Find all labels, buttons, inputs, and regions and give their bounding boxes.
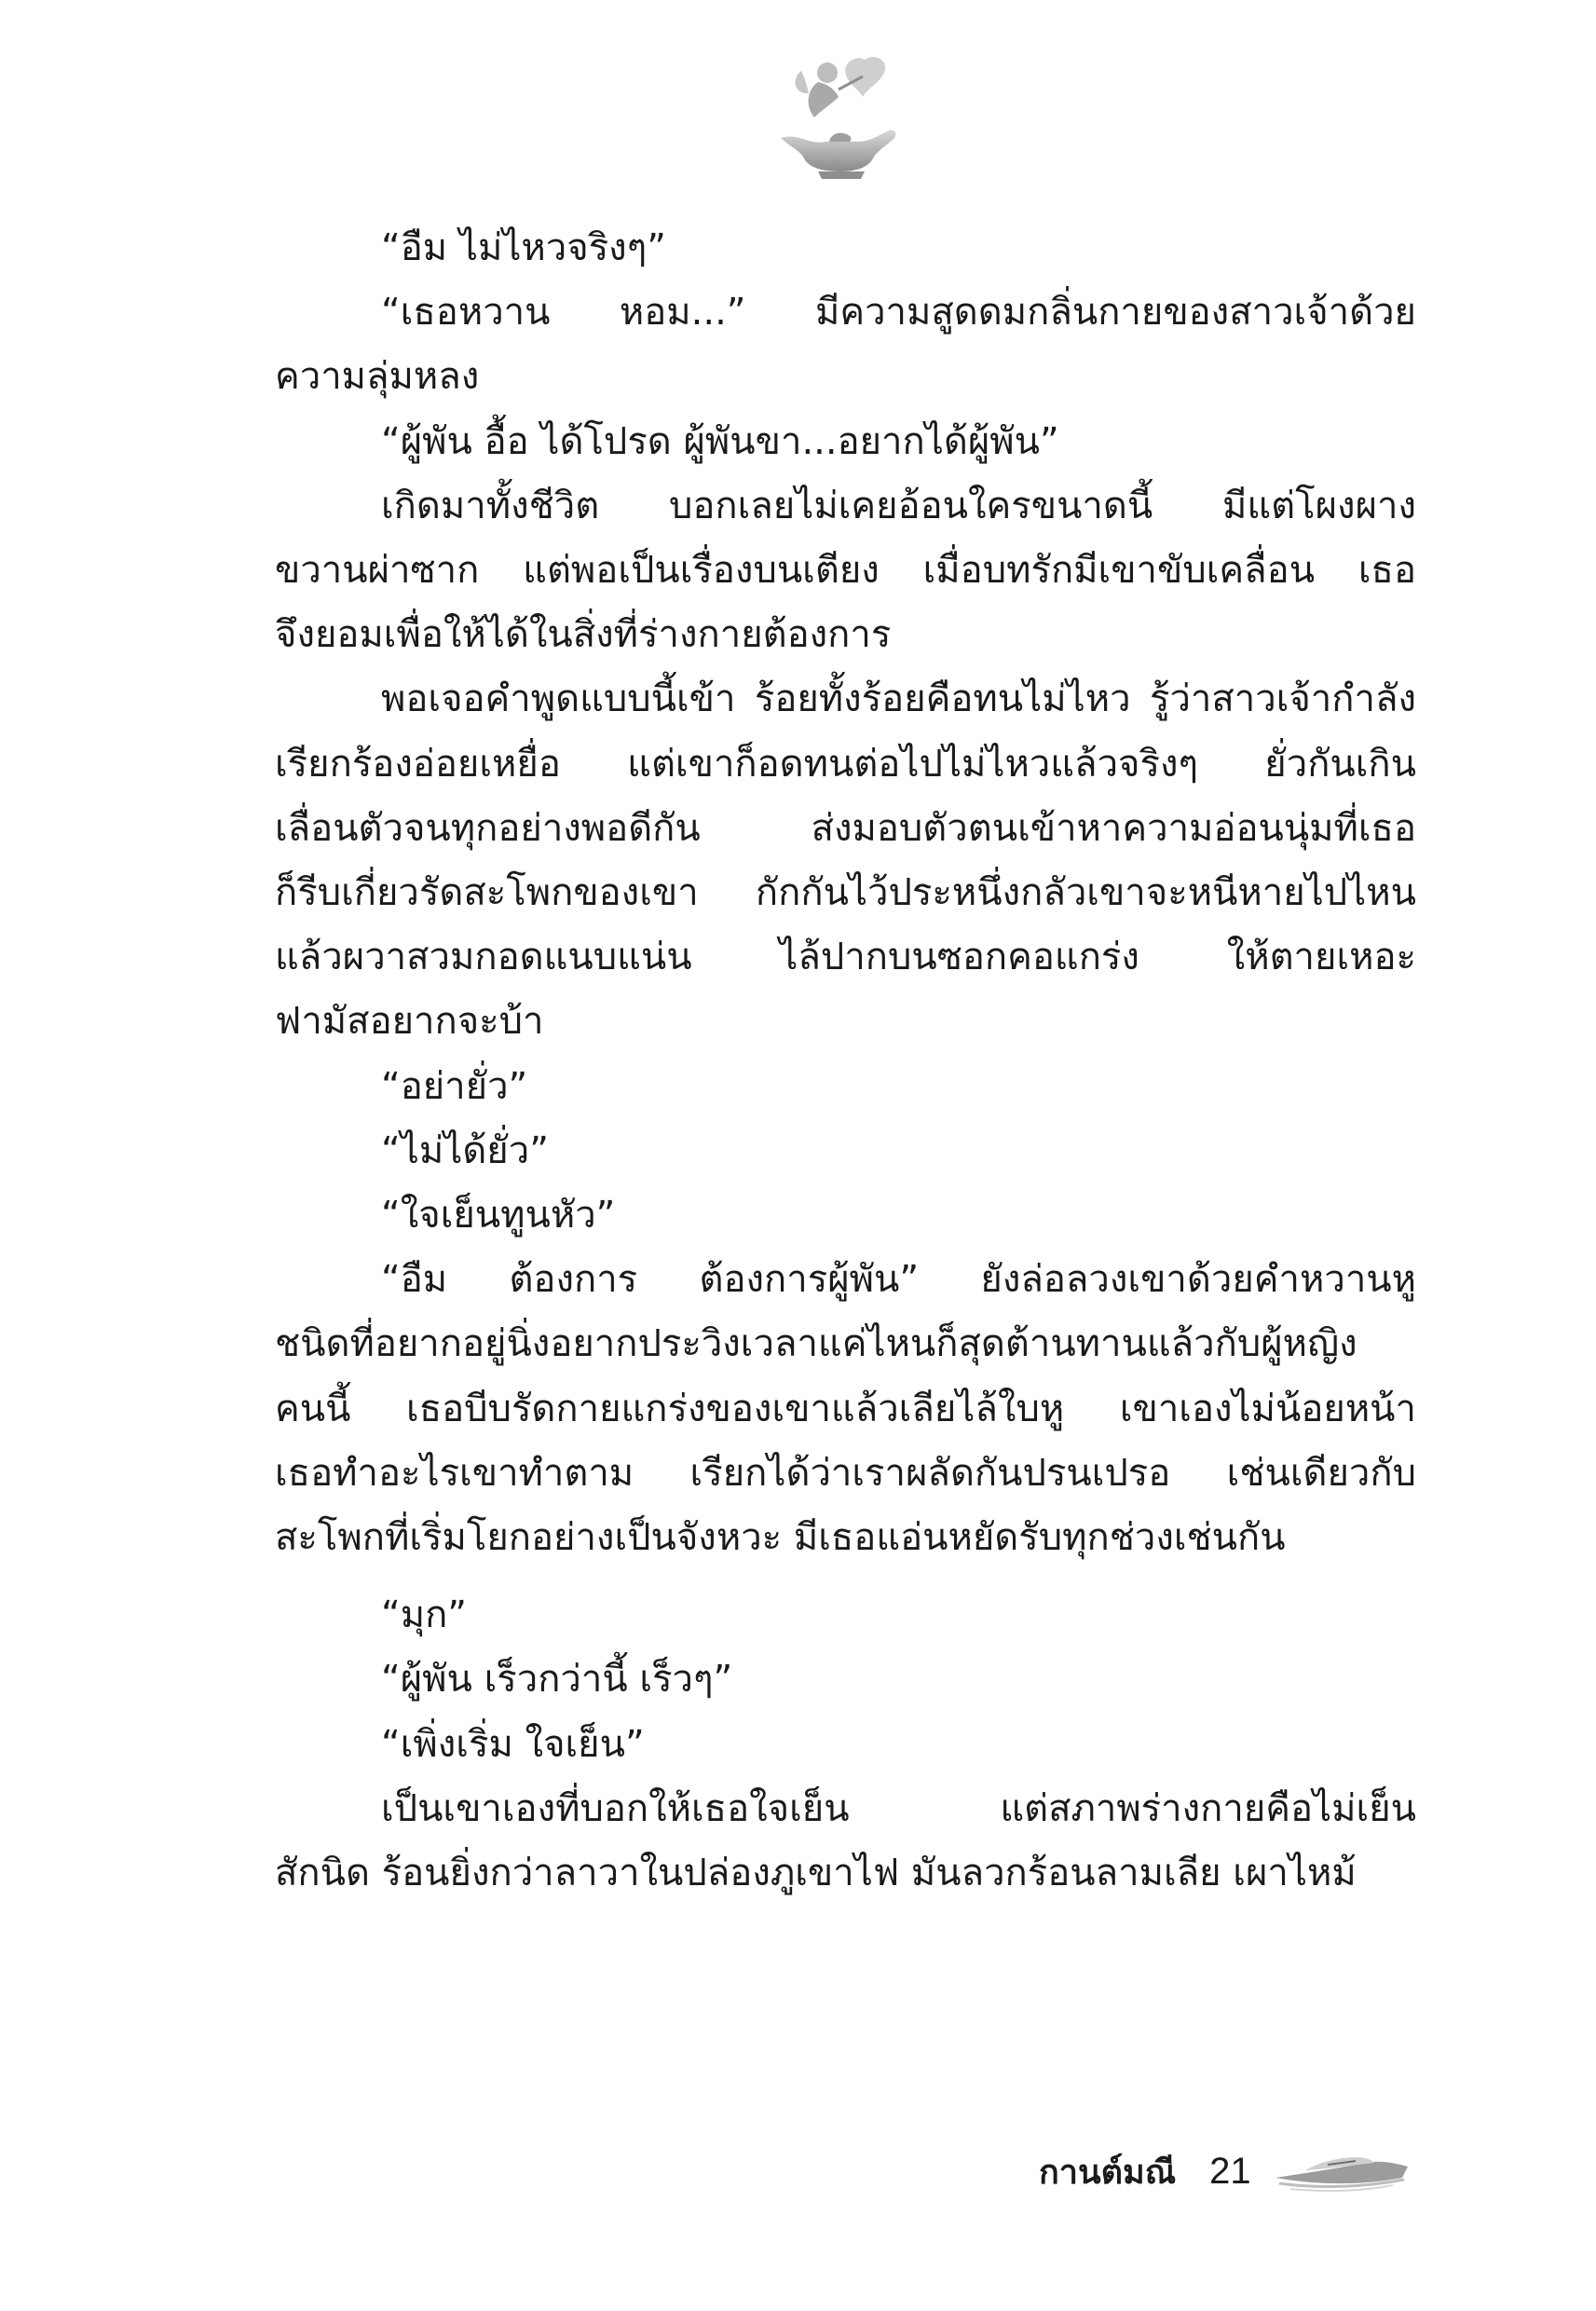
paragraph <box>275 280 1416 409</box>
page-footer <box>1039 2143 1412 2199</box>
paragraph <box>275 410 1416 474</box>
paragraph <box>275 1713 1416 1777</box>
text-line: ฟามัสอยากจะบ้า <box>275 1000 544 1044</box>
book-title: กานต์มณี <box>1039 2153 1177 2192</box>
speedboat-icon <box>1272 2150 1412 2193</box>
text-line: สักนิด ร้อนยิ่งกว่าลาวาในปล่องภูเขาไฟ มันลวกร้อนลามเลีย เผาไหม้ <box>275 1852 1357 1895</box>
paragraph <box>275 474 1416 668</box>
text-line: “เธอหวาน หอม...” มีความสูดดมกลิ่นกายของสาวเจ้าด้วย <box>381 291 1416 335</box>
text-line: “ไม่ได้ยั่ว” <box>381 1128 549 1172</box>
text-line: “ผู้พัน อื้อ ได้โปรด ผู้พันขา...อยากได้ผู้พัน” <box>381 419 1059 463</box>
page-number: 21 <box>1209 2150 1251 2192</box>
text-line: ชนิดที่อยากอยู่นิ่งอยากประวิงเวลาแค่ไหนก็สุดต้านทานแล้วกับผู้หญิง <box>275 1322 1357 1366</box>
text-line: เลื่อนตัวจนทุกอย่างพอดีกัน ส่งมอบตัวตนเข้าหาความอ่อนนุ่มที่เธอ <box>275 806 1416 850</box>
paragraph-spacer <box>275 1570 1416 1583</box>
text-line: แล้วผวาสวมกอดแนบแน่น ไล้ปากบนซอกคอแกร่ง ให้ตายเหอะ <box>275 936 1416 979</box>
text-line: ความลุ่มหลง <box>275 355 480 399</box>
text-line: พอเจอคำพูดแบบนี้เข้า ร้อยทั้งร้อยคือทนไม่ไหว รู้ว่าสาวเจ้ากำลัง <box>381 677 1416 721</box>
text-line: เป็นเขาเองที่บอกให้เธอใจเย็น แต่สภาพร่างกายคือไม่เย็น <box>381 1786 1416 1830</box>
text-line: เกิดมาทั้งชีวิต บอกเลยไม่เคยอ้อนใครขนาดนี้ มีแต่โผงผาง <box>381 484 1416 527</box>
text-line: “อืม ต้องการ ต้องการผู้พัน” ยังล่อลวงเขาด้วยคำหวานหู <box>381 1258 1416 1302</box>
paragraph <box>275 216 1416 280</box>
text-line: ก็รีบเกี่ยวรัดสะโพกของเขา กักกันไว้ประหนึ่งกลัวเขาจะหนีหายไปไหน <box>275 871 1416 915</box>
paragraph <box>275 1119 1416 1183</box>
text-line: ขวานผ่าซาก แต่พอเป็นเรื่องบนเตียง เมื่อบทรักมีเขาขับเคลื่อน เธอ <box>275 549 1416 593</box>
paragraph <box>275 1648 1416 1712</box>
paragraph <box>275 1248 1416 1570</box>
paragraph <box>275 667 1416 1054</box>
text-line: จึงยอมเพื่อให้ได้ในสิ่งที่ร่างกายต้องการ <box>275 613 892 657</box>
text-line: สะโพกที่เริ่มโยกอย่างเป็นจังหวะ มีเธอแอ่นหยัดรับทุกช่วงเช่นกัน <box>275 1516 1286 1560</box>
cupid-teapot-ornament-icon <box>753 52 911 183</box>
text-line: “มุก” <box>381 1593 468 1637</box>
text-line: “เพิ่งเริ่ม ใจเย็น” <box>381 1722 645 1766</box>
text-line: เธอทำอะไรเขาทำตาม เรียกได้ว่าเราผลัดกันปรนเปรอ เช่นเดียวกับ <box>275 1451 1416 1495</box>
text-line: “อืม ไม่ไหวจริงๆ” <box>381 226 666 269</box>
paragraph <box>275 1583 1416 1648</box>
text-line: “ผู้พัน เร็วกว่านี้ เร็วๆ” <box>381 1658 733 1702</box>
text-line: เรียกร้องอ่อยเหยื่อ แต่เขาก็อดทนต่อไปไม่ไหวแล้วจริงๆ ยั่วกันเกิน <box>275 742 1416 786</box>
paragraph <box>275 1777 1416 1906</box>
text-line: “อย่ายั่ว” <box>381 1064 528 1108</box>
paragraph <box>275 1055 1416 1119</box>
text-line: “ใจเย็นทูนหัว” <box>381 1194 616 1238</box>
text-line: คนนี้ เธอบีบรัดกายแกร่งของเขาแล้วเลียไล้ใบหู เขาเองไม่น้อยหน้า <box>275 1387 1416 1430</box>
body-text <box>275 216 1416 1906</box>
paragraph <box>275 1183 1416 1248</box>
